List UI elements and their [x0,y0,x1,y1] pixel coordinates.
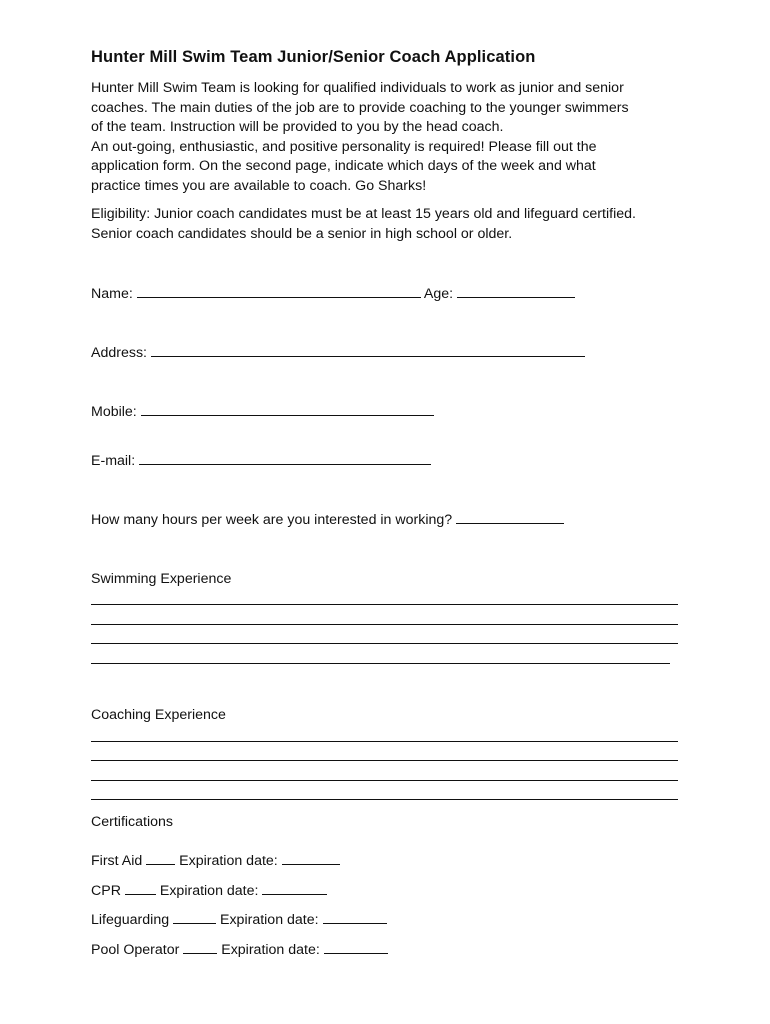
expiration-label: Expiration date: [221,942,320,958]
eligibility-line: Eligibility: Junior coach candidates must be at least 15 years old and lifeguard certified. [91,206,636,222]
email-row [91,451,431,470]
cert-first-aid-row [91,851,340,870]
age-label: Age: [423,286,454,302]
eligibility-line: Senior coach candidates should be a senior in high school or older. [91,225,513,242]
intro-line: coaches. The main duties of the job are to provide coaching to the younger swimmers [91,99,629,116]
mobile-row [91,402,434,421]
eligibility-paragraph [91,205,691,244]
cert-cpr-check[interactable] [125,881,156,895]
hours-row [91,510,564,529]
hours-field[interactable] [456,510,564,524]
page-title: Hunter Mill Swim Team Junior/Senior Coach Application [91,48,536,66]
expiration-label: Expiration date: [220,912,319,928]
address-label: Address: [91,345,147,361]
mobile-label: Mobile: [91,404,137,420]
intro-line: application form. On the second page, indicate which days of the week and what [91,158,596,174]
cert-first-aid-check[interactable] [146,851,175,865]
coaching-experience-heading: Coaching Experience [91,707,226,723]
expiration-label: Expiration date: [159,883,259,899]
cert-name: CPR [91,883,121,899]
coaching-experience-line-1[interactable] [91,741,678,742]
cert-cpr-row [91,881,327,900]
intro-line: An out-going, enthusiastic, and positive personality is required! Please fill out the [91,138,597,155]
swimming-experience-line-2[interactable] [91,624,678,625]
cert-lifeguarding-row [91,910,387,929]
age-field[interactable] [457,284,575,298]
cert-pool-operator-check[interactable] [183,940,217,954]
cert-pool-operator-row [91,940,388,959]
coaching-experience-line-2[interactable] [91,760,678,761]
cert-lifeguarding-expiration[interactable] [323,910,387,924]
cert-lifeguarding-check[interactable] [173,910,216,924]
swimming-experience-line-1[interactable] [91,604,678,605]
cert-name: First Aid [91,853,143,869]
intro-line: of the team. Instruction will be provided to you by the head coach. [91,119,504,135]
intro-paragraph [91,79,691,196]
cert-first-aid-expiration[interactable] [282,851,340,865]
certifications-heading: Certifications [91,814,174,830]
name-age-row [91,284,575,303]
name-field[interactable] [137,284,421,298]
swimming-experience-heading: Swimming Experience [91,571,232,587]
cert-name: Lifeguarding [91,912,170,928]
email-field[interactable] [139,451,431,465]
intro-line: practice times you are available to coach. Go Sharks! [91,177,427,194]
email-label: E-mail: [91,453,136,469]
cert-cpr-expiration[interactable] [262,881,327,895]
coaching-experience-line-3[interactable] [91,780,678,781]
swimming-experience-line-3[interactable] [91,643,678,644]
mobile-field[interactable] [141,402,434,416]
expiration-label: Expiration date: [179,853,278,869]
intro-line: Hunter Mill Swim Team is looking for qualified individuals to work as junior and senior [91,80,624,96]
swimming-experience-line-4[interactable] [91,663,670,664]
address-row [91,343,585,362]
address-field[interactable] [151,343,585,357]
hours-label: How many hours per week are you interested in working? [91,512,453,528]
cert-name: Pool Operator [91,942,180,958]
cert-pool-operator-expiration[interactable] [324,940,388,954]
name-label: Name: [91,286,133,302]
coaching-experience-line-4[interactable] [91,799,678,800]
